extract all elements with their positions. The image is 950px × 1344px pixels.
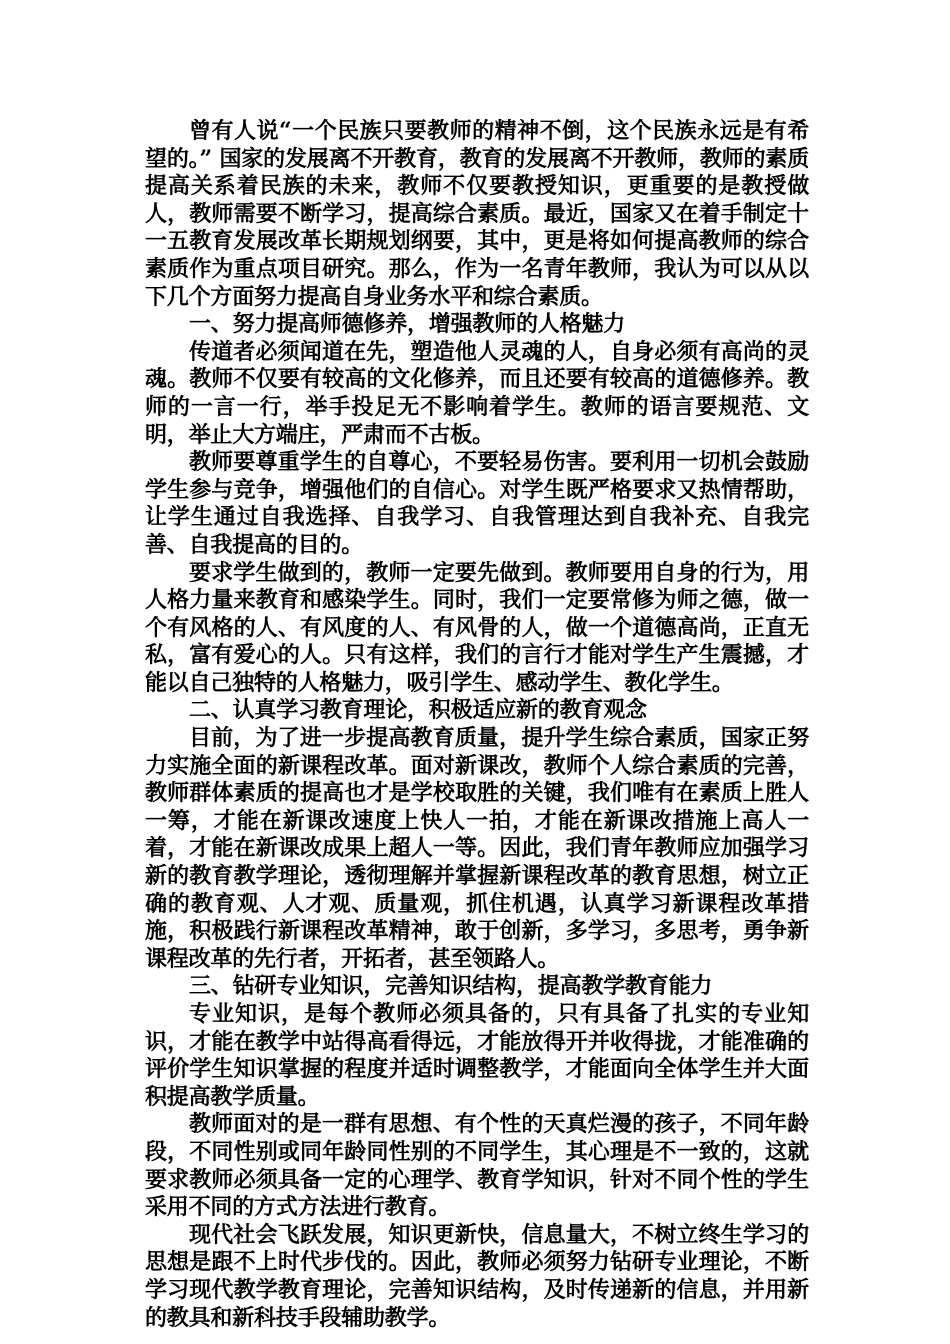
paragraph-1-1: 传道者必须闻道在先，塑造他人灵魂的人，自身必须有高尚的灵魂。教师不仅要有较高的文化修养，而且还要有较高的道德修养。教师的一言一行，举手投足无不影响着学生。教师的语言要规范、文明，举止大方端庄，严肃而不古板。 xyxy=(145,338,809,448)
paragraph-1-2: 教师要尊重学生的自尊心，不要轻易伤害。要利用一切机会鼓励学生参与竞争，增强他们的自信心。对学生既严格要求又热情帮助，让学生通过自我选择、自我学习、自我管理达到自我补充、自我完善、自我提高的目的。 xyxy=(145,449,809,558)
paragraph-2-1: 目前，为了进一步提高教育质量，提升学生综合素质，国家正努力实施全面的新课程改革。面对新课改，教师个人综合素质的完善，教师群体素质的提高也才是学校取胜的关键，我们唯有在素质上胜人一筹，才能在新课改速度上快人一拍，才能在新课改措施上高人一着，才能在新课改成果上超人一等。因此，我们青年教师应加强学习新的教育教学理论，透彻理解并掌握新课程改革的教育思想，树立正确的教育观、人才观、质量观，抓住机遇，认真学习新课程改革措施，积极践行新课程改革精神，敢于创新，多学习，多思考，勇争新课程改革的先行者，开拓者，甚至领路人。 xyxy=(145,725,809,972)
section-heading-1: 一、努力提高师德修养，增强教师的人格魅力 xyxy=(189,311,626,338)
section-heading-2: 二、认真学习教育理论，积极适应新的教育观念 xyxy=(189,697,647,724)
document-body xyxy=(145,118,809,1332)
paragraph-intro: 曾有人说“一个民族只要教师的精神不倒，这个民族永远是有希望的。” 国家的发展离不开教育，教育的发展离不开教师，教师的素质提高关系着民族的未来，教师不仅要教授知识，更重要的是教授做人，教师需要不断学习，提高综合素质。最近，国家又在着手制定十一五教育发展改革长期规划纲要，其中，更是将如何提高教师的综合素质作为重点项目研究。那么，作为一名青年教师，我认为可以从以下几个方面努力提高自身业务水平和综合素质。 xyxy=(145,118,809,310)
paragraph-3-2: 教师面对的是一群有思想、有个性的天真烂漫的孩子，不同年龄段，不同性别或同年龄同性别的不同学生，其心理是不一致的，这就要求教师必须具备一定的心理学、教育学知识，针对不同个性的学生采用不同的方式方法进行教育。 xyxy=(145,1111,809,1221)
paragraph-3-3: 现代社会飞跃发展，知识更新快，信息量大，不树立终生学习的思想是跟不上时代步伐的。因此，教师必须努力钻研专业理论，不断学习现代教学教育理论，完善知识结构，及时传递新的信息，并用新的教具和新科技手段辅助教学。 xyxy=(145,1221,809,1331)
paragraph-1-3: 要求学生做到的，教师一定要先做到。教师要用自身的行为，用人格力量来教育和感染学生。同时，我们一定要常修为师之德，做一个有风格的人、有风度的人、有风骨的人，做一个道德高尚，正直无私，富有爱心的人。只有这样，我们的言行才能对学生产生震撼，才能以自己独特的人格魅力，吸引学生、感动学生、教化学生。 xyxy=(145,559,809,696)
paragraph-3-1: 专业知识，是每个教师必须具备的，只有具备了扎实的专业知识，才能在教学中站得高看得远，才能放得开并收得拢，才能准确的评价学生知识掌握的程度并适时调整教学，才能面向全体学生并大面积提高教学质量。 xyxy=(145,1001,809,1110)
section-heading-3: 三、钻研专业知识，完善知识结构，提高教学教育能力 xyxy=(189,973,713,1000)
